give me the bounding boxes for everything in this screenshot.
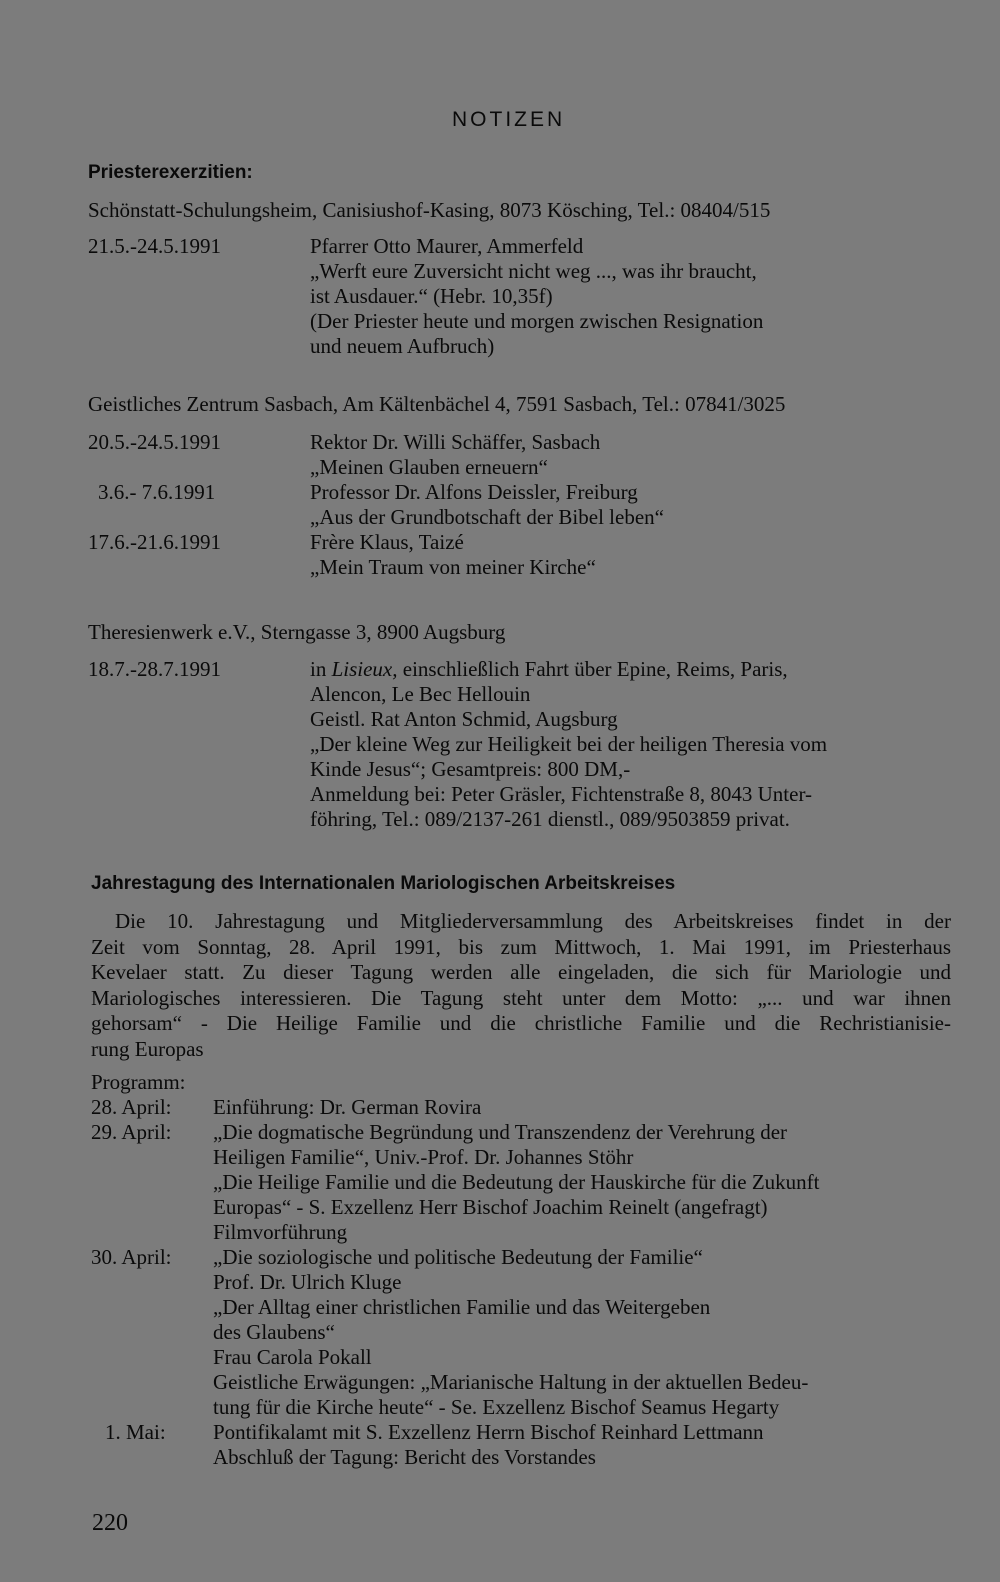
event-line: und neuem Aufbruch) (310, 334, 495, 358)
event-line: „Aus der Grundbotschaft der Bibel leben“ (310, 505, 664, 529)
event-line: Pfarrer Otto Maurer, Ammerfeld (310, 234, 584, 258)
programm-line: „Die Heilige Familie und die Bedeutung der Hauskirche für die Zukunft (213, 1170, 820, 1194)
programm-line: des Glaubens“ (213, 1320, 335, 1344)
programm-line: Frau Carola Pokall (213, 1345, 372, 1369)
programm-list (91, 1070, 951, 1470)
programm-line: „Die dogmatische Begründung und Transzendenz der Verehrung der (213, 1120, 788, 1144)
paragraph-line: Zeit vom Sonntag, 28. April 1991, bis zum Mittwoch, 1. Mai 1991, im Priesterhaus (91, 934, 951, 959)
paragraph-line: Die 10. Jahrestagung und Mitgliederversammlung des Arbeitskreises findet in der (115, 909, 951, 933)
event-line-italic: Lisieux, (331, 657, 398, 681)
venue-address: Theresienwerk e.V., Sterngasse 3, 8900 Augsburg (88, 620, 506, 644)
event-line: „Werft eure Zuversicht nicht weg ..., was ihr braucht, (310, 259, 757, 283)
venue-address: Geistliches Zentrum Sasbach, Am Kältenbächel 4, 7591 Sasbach, Tel.: 07841/3025 (88, 392, 786, 416)
event-line: Kinde Jesus“; Gesamtpreis: 800 DM,- (310, 757, 631, 781)
event-block (88, 234, 958, 359)
programm-line: Pontifikalamt mit S. Exzellenz Herrn Bischof Reinhard Lettmann (213, 1420, 764, 1444)
event-block (88, 430, 958, 580)
programm-line: Geistliche Erwägungen: „Marianische Haltung in der aktuellen Bedeu- (213, 1370, 809, 1394)
event-line: Frère Klaus, Taizé (310, 530, 464, 554)
page-title: NOTIZEN (452, 108, 566, 131)
programm-day: 28. April: (91, 1095, 172, 1119)
announcement-paragraph (91, 909, 951, 1062)
programm-line: Heiligen Familie“, Univ.-Prof. Dr. Johannes Stöhr (213, 1145, 634, 1169)
event-date: 21.5.-24.5.1991 (88, 234, 221, 258)
event-line: „Mein Traum von meiner Kirche“ (310, 555, 596, 579)
event-date: 18.7.-28.7.1991 (88, 657, 221, 681)
programm-line: Prof. Dr. Ulrich Kluge (213, 1270, 402, 1294)
event-line-prefix: in (310, 657, 332, 681)
event-line: Rektor Dr. Willi Schäffer, Sasbach (310, 430, 601, 454)
paragraph-line: Kevelaer statt. Zu dieser Tagung werden alle eingeladen, die sich für Mariologie und (91, 960, 951, 984)
programm-line: „Der Alltag einer christlichen Familie und das Weitergeben (213, 1295, 711, 1319)
programm-line: Abschluß der Tagung: Bericht des Vorstandes (213, 1445, 596, 1469)
event-line: Alencon, Le Bec Hellouin (310, 682, 531, 706)
page-number: 220 (92, 1510, 128, 1536)
event-line: Geistl. Rat Anton Schmid, Augsburg (310, 707, 618, 731)
paragraph-line: rung Europas (91, 1036, 204, 1061)
programm-label: Programm: (91, 1070, 186, 1094)
programm-day: 30. April: (91, 1245, 172, 1269)
programm-line: Filmvorführung (213, 1220, 348, 1244)
event-line: „Der kleine Weg zur Heiligkeit bei der heiligen Theresia vom (310, 732, 828, 756)
event-line: (Der Priester heute und morgen zwischen Resignation (310, 309, 764, 333)
event-date: 3.6.- 7.6.1991 (98, 480, 216, 504)
event-line: föhring, Tel.: 089/2137-261 dienstl., 089/9503859 privat. (310, 807, 790, 831)
event-date: 20.5.-24.5.1991 (88, 430, 221, 454)
programm-line: Einführung: Dr. German Rovira (213, 1095, 482, 1119)
paragraph-line: gehorsam“ - Die Heilige Familie und die christliche Familie und die Rechristianisie- (91, 1011, 951, 1035)
programm-line: „Die soziologische und politische Bedeutung der Familie“ (213, 1245, 703, 1269)
paragraph-line: Mariologisches interessieren. Die Tagung steht unter dem Motto: „... und war ihnen (91, 985, 951, 1010)
event-line: Professor Dr. Alfons Deissler, Freiburg (310, 480, 638, 504)
event-line: ist Ausdauer.“ (Hebr. 10,35f) (310, 284, 553, 308)
programm-line: tung für die Kirche heute“ - Se. Exzellenz Bischof Seamus Hegarty (213, 1395, 780, 1419)
venue-address: Schönstatt-Schulungsheim, Canisiushof-Kasing, 8073 Kösching, Tel.: 08404/515 (88, 198, 771, 222)
programm-day: 1. Mai: (105, 1420, 166, 1444)
event-block (88, 657, 958, 832)
section-heading-jahrestagung: Jahrestagung des Internationalen Mariologischen Arbeitskreises (91, 873, 676, 894)
section-heading-priesterexerzitien: Priesterexerzitien: (88, 162, 253, 183)
event-line: einschließlich Fahrt über Epine, Reims, Paris, (402, 657, 788, 681)
event-line: Anmeldung bei: Peter Gräsler, Fichtenstraße 8, 8043 Unter- (310, 782, 813, 806)
programm-day: 29. April: (91, 1120, 172, 1144)
programm-line: Europas“ - S. Exzellenz Herr Bischof Joachim Reinelt (angefragt) (213, 1195, 768, 1219)
event-date: 17.6.-21.6.1991 (88, 530, 221, 554)
event-line: „Meinen Glauben erneuern“ (310, 455, 548, 479)
